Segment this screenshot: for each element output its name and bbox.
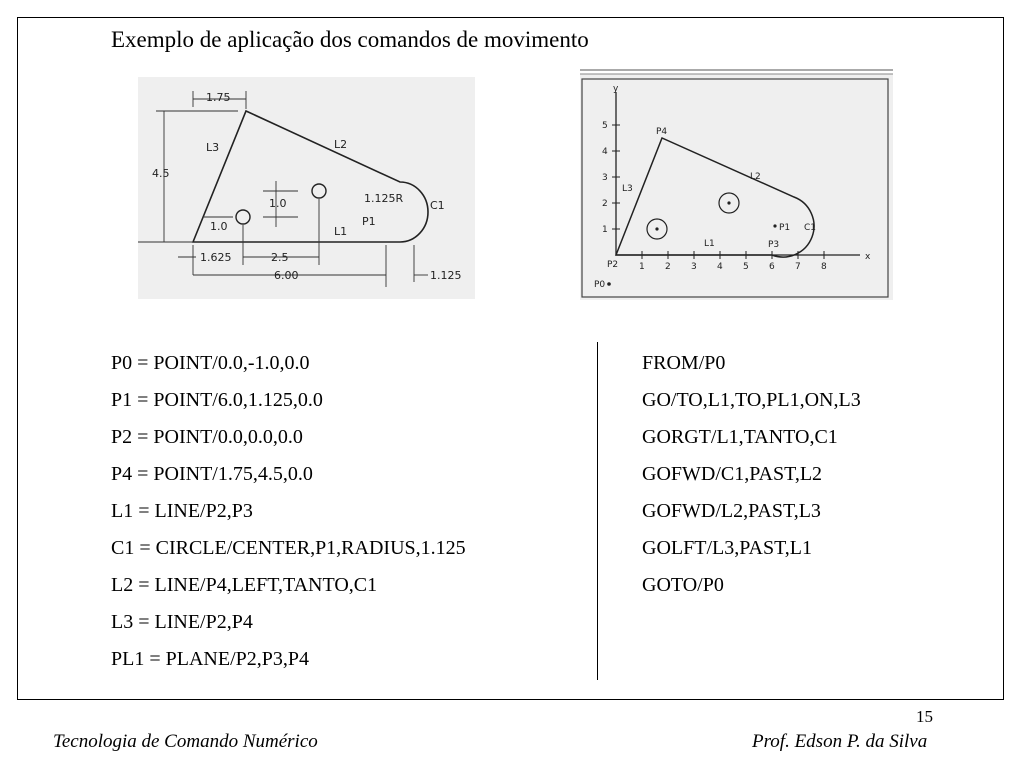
geometry-definitions <box>111 350 466 683</box>
label-p0: P0 <box>594 280 606 290</box>
y-tick-3: 3 <box>602 173 608 183</box>
definition-line: L1 = LINE/P2,P3 <box>111 500 253 522</box>
dim-radius: 1.125R <box>364 192 404 205</box>
dim-top: 1.75 <box>206 91 231 104</box>
definition-line: P1 = POINT/6.0,1.125,0.0 <box>111 389 323 411</box>
definition-line: P0 = POINT/0.0,-1.0,0.0 <box>111 352 310 374</box>
label-c1-axes: C1 <box>804 223 817 233</box>
motion-line: FROM/P0 <box>642 352 726 374</box>
x-tick-6: 6 <box>769 262 775 272</box>
dim-right: 1.125 <box>430 269 462 282</box>
label-l3: L3 <box>206 141 220 154</box>
slide-title: Exemplo de aplicação dos comandos de movimento <box>111 27 589 52</box>
point-p1-marker <box>773 224 776 227</box>
label-p1-axes: P1 <box>779 223 791 233</box>
definition-line: P2 = POINT/0.0,0.0,0.0 <box>111 426 303 448</box>
motion-line: GORGT/L1,TANTO,C1 <box>642 426 838 448</box>
label-p4: P4 <box>656 127 668 137</box>
drawing-background <box>138 77 475 299</box>
x-tick-1: 1 <box>639 262 645 272</box>
motion-line: GOFWD/L2,PAST,L3 <box>642 500 821 522</box>
footer-course-title: Tecnologia de Comando Numérico <box>53 731 318 752</box>
label-c1: C1 <box>430 199 445 212</box>
y-tick-4: 4 <box>602 147 608 157</box>
y-tick-5: 5 <box>602 121 608 131</box>
part-on-coordinate-axes <box>580 68 893 300</box>
dim-x2: 2.5 <box>271 251 289 264</box>
label-l1: L1 <box>334 225 348 238</box>
definition-line: L3 = LINE/P2,P4 <box>111 611 253 633</box>
definition-line: PL1 = PLANE/P2,P3,P4 <box>111 648 309 670</box>
axis-y-label: y <box>613 84 619 94</box>
dim-total: 6.00 <box>274 269 299 282</box>
label-l3-axes: L3 <box>622 184 633 194</box>
dim-hole-rise: 1.0 <box>269 197 287 210</box>
definition-line: P4 = POINT/1.75,4.5,0.0 <box>111 463 313 485</box>
label-l2: L2 <box>334 138 348 151</box>
motion-line: GO/TO,L1,TO,PL1,ON,L3 <box>642 389 861 411</box>
x-tick-7: 7 <box>795 262 801 272</box>
dim-hole-offset: 1.0 <box>210 220 228 233</box>
motion-line: GOLFT/L3,PAST,L1 <box>642 537 813 559</box>
part-drawing-dimensioned <box>138 77 475 299</box>
page-number: 15 <box>916 707 933 726</box>
motion-commands <box>642 350 861 609</box>
column-divider <box>597 342 598 680</box>
definition-line: C1 = CIRCLE/CENTER,P1,RADIUS,1.125 <box>111 537 466 559</box>
motion-line: GOFWD/C1,PAST,L2 <box>642 463 823 485</box>
dim-height: 4.5 <box>152 167 170 180</box>
label-p1: P1 <box>362 215 376 228</box>
x-tick-8: 8 <box>821 262 827 272</box>
point-p0-marker <box>607 282 611 286</box>
definition-line: L2 = LINE/P4,LEFT,TANTO,C1 <box>111 574 378 596</box>
label-l1-axes: L1 <box>704 239 715 249</box>
y-tick-2: 2 <box>602 199 608 209</box>
footer-author: Prof. Edson P. da Silva <box>752 731 928 752</box>
dim-x1: 1.625 <box>200 251 232 264</box>
x-tick-5: 5 <box>743 262 749 272</box>
x-tick-4: 4 <box>717 262 723 272</box>
x-tick-3: 3 <box>691 262 697 272</box>
motion-line: GOTO/P0 <box>642 574 724 596</box>
y-tick-1: 1 <box>602 225 608 235</box>
label-p3: P3 <box>768 240 780 250</box>
x-tick-2: 2 <box>665 262 671 272</box>
label-l2-axes: L2 <box>750 172 761 182</box>
axis-x-label: x <box>865 252 871 262</box>
label-p2: P2 <box>607 260 619 270</box>
